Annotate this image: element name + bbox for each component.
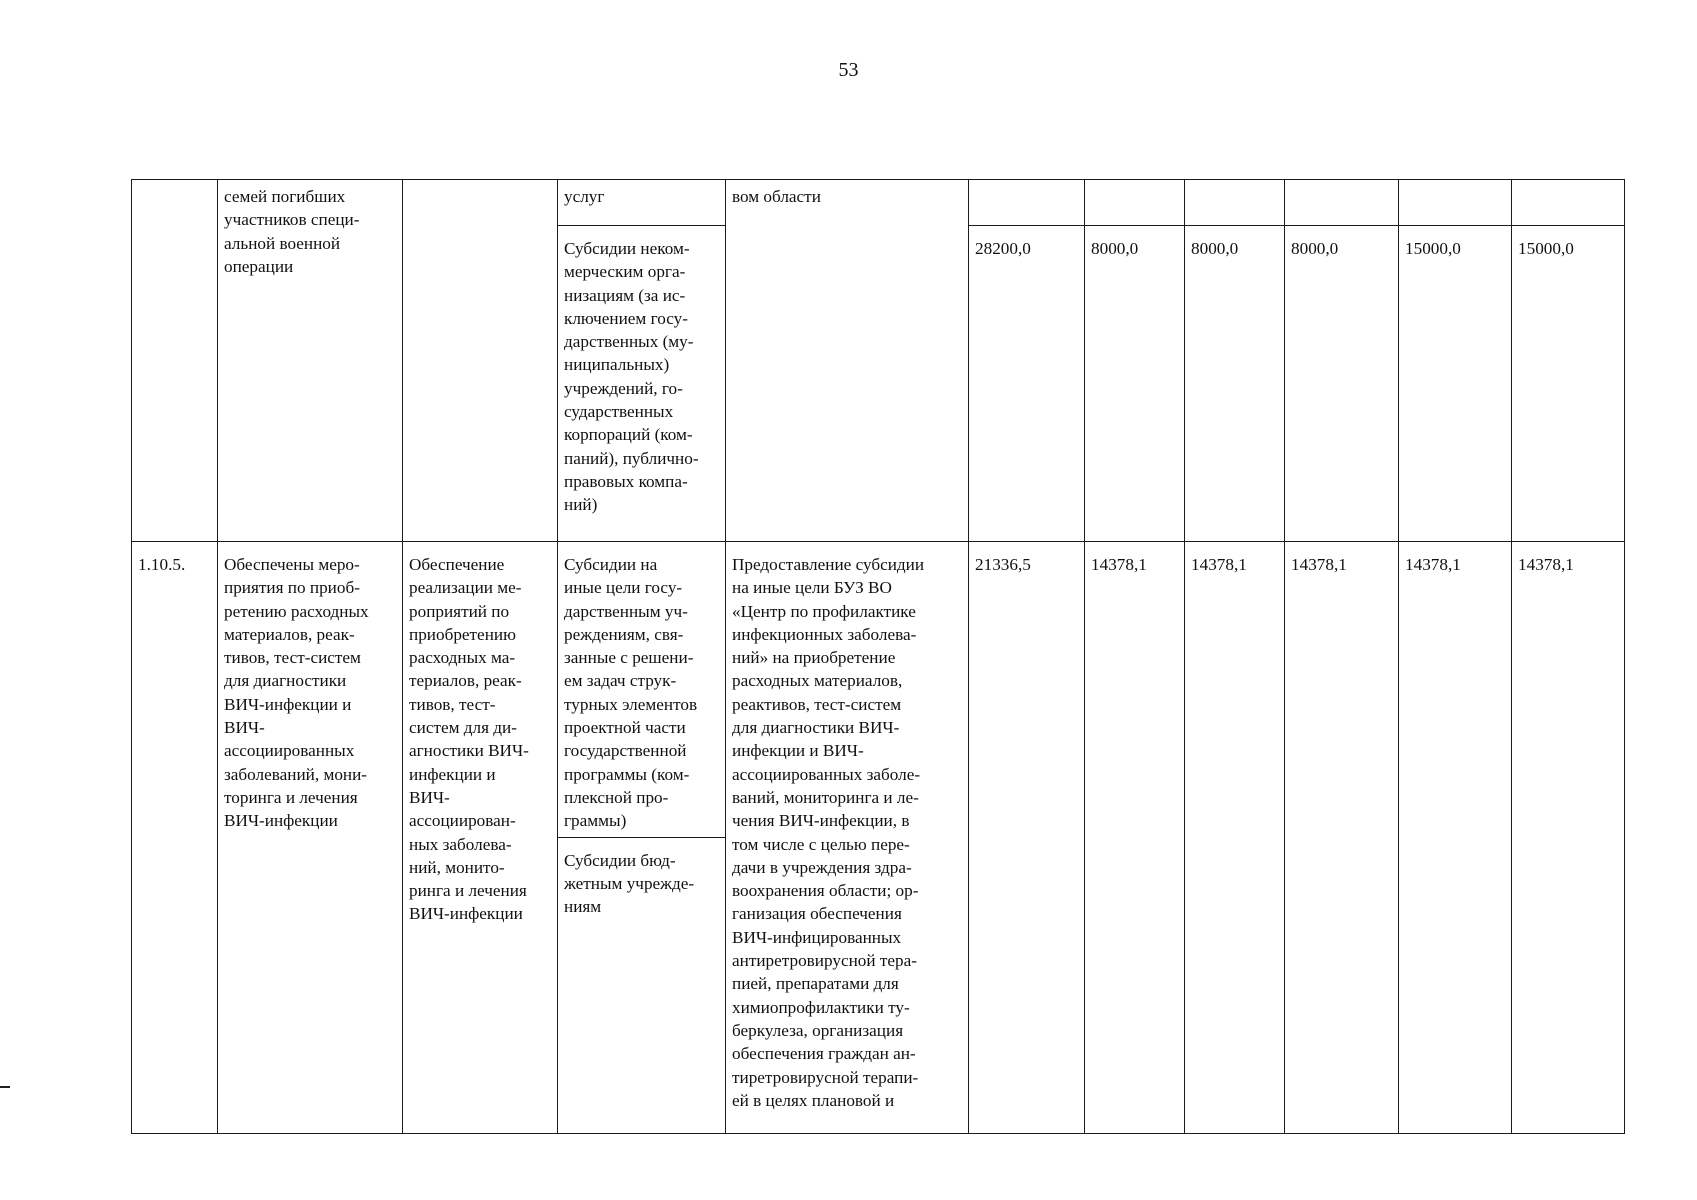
page-number: 53 bbox=[838, 59, 859, 81]
cell-measure: Обеспечение реализации ме- роприятий по приобретению расходных ма- териалов, реак- тивов, тест- систем для ди- агностики ВИЧ- инфекции и ВИЧ- ассоциирован- ных заболева- ний, монито- ринга и лечения ВИЧ-инфекции bbox=[403, 542, 558, 1134]
cell-expense-type: Субсидии неком- мерческим орга- низациям (за ис- ключением госу- дарственных (му- ниципальных) учреждений, го- сударственных корпораций (ком- паний), публично- правовых компа- ний) bbox=[558, 226, 726, 542]
cell-value: 15000,0 bbox=[1399, 226, 1512, 542]
table-row bbox=[132, 542, 1625, 838]
cell-value: 21336,5 bbox=[969, 542, 1085, 1134]
cell-number: 1.10.5. bbox=[132, 542, 218, 1134]
cell-value: 14378,1 bbox=[1512, 542, 1625, 1134]
cell-expense-type: Субсидии на иные цели госу- дарственным уч- реждениям, свя- занные с решени- ем задач струк- турных элементов проектной части государственной программы (ком- плексной про- граммы) bbox=[558, 542, 726, 838]
cell-value: 8000,0 bbox=[1185, 226, 1285, 542]
cell-value: 14378,1 bbox=[1399, 542, 1512, 1134]
cell-value: 8000,0 bbox=[1085, 226, 1185, 542]
cell-value-empty bbox=[1512, 180, 1625, 226]
cell-value: 14378,1 bbox=[1185, 542, 1285, 1134]
margin-mark bbox=[0, 1086, 10, 1088]
cell-value-empty bbox=[1399, 180, 1512, 226]
cell-value: 14378,1 bbox=[1085, 542, 1185, 1134]
cell-expense-type: услуг bbox=[558, 180, 726, 226]
cell-value: 28200,0 bbox=[969, 226, 1085, 542]
cell-result: семей погибших участников специ- альной военной операции bbox=[218, 180, 403, 542]
cell-value: 14378,1 bbox=[1285, 542, 1399, 1134]
cell-value-empty bbox=[1085, 180, 1185, 226]
cell-number-empty bbox=[132, 180, 218, 542]
cell-measure-empty bbox=[403, 180, 558, 542]
cell-value-empty bbox=[969, 180, 1085, 226]
cell-description: Предоставление субсидии на иные цели БУЗ ВО «Центр по профилактике инфекционных заболева- ний» на приобретение расходных материалов, реактивов, тест-систем для диагностики ВИЧ- инфекции и ВИЧ- ассоциированных заболе- ваний, мониторинга и ле- чения ВИЧ-инфекции, в том числе с целью пере- дачи в учреждения здра- воохранения области; ор- ганизация обеспечения ВИЧ-инфицированных антиретровирусной тера- пией, препаратами для химиопрофилактики ту- беркулеза, организация обеспечения граждан ан- тиретровирусной терапи- ей в целях плановой и bbox=[726, 542, 969, 1134]
cell-value-empty bbox=[1185, 180, 1285, 226]
cell-value: 8000,0 bbox=[1285, 226, 1399, 542]
cell-value-empty bbox=[1285, 180, 1399, 226]
cell-description: вом области bbox=[726, 180, 969, 542]
table-row bbox=[132, 180, 1625, 226]
cell-expense-type: Субсидии бюд- жетным учрежде- ниям bbox=[558, 837, 726, 1133]
program-measures-table bbox=[131, 179, 1625, 1134]
cell-result: Обеспечены меро- приятия по приоб- ретению расходных материалов, реак- тивов, тест-систем для диагностики ВИЧ-инфекции и ВИЧ- ассоциированных заболеваний, мони- торинга и лечения ВИЧ-инфекции bbox=[218, 542, 403, 1134]
cell-value: 15000,0 bbox=[1512, 226, 1625, 542]
